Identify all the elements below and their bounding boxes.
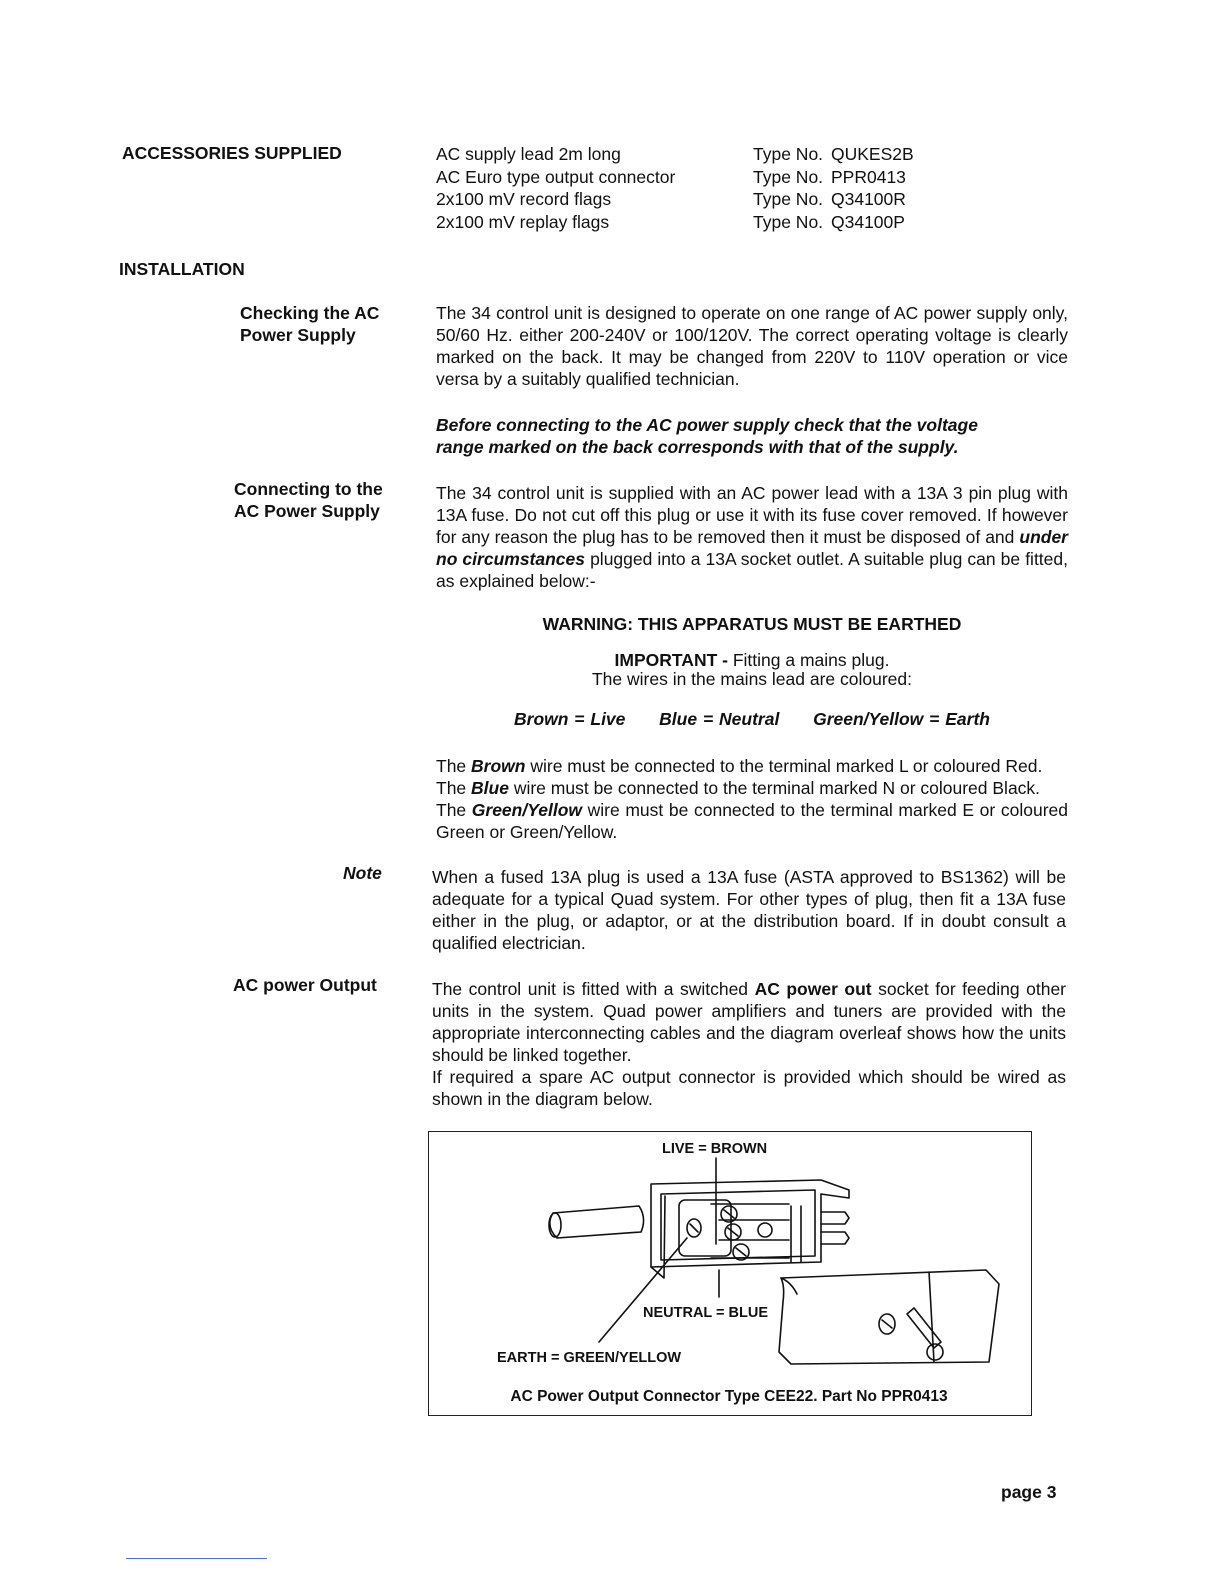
note-label: Note bbox=[343, 863, 382, 883]
wire-colour-key bbox=[436, 709, 1068, 730]
accessory-desc: AC Euro type output connector bbox=[436, 166, 676, 187]
ac-output-text-part1: The control unit is fitted with a switched bbox=[432, 979, 755, 999]
connecting-text-emphasis: under no circumstances bbox=[436, 527, 1068, 569]
wire-line-green bbox=[436, 799, 1068, 843]
ac-output-text-part2: socket for feeding other units in the system. Quad power amplifiers and tuners are provided with the appropriate interconnecting cables and the diagram overleaf shows how the units should be linked together. bbox=[432, 979, 1066, 1065]
type-number: Q34100R bbox=[831, 189, 906, 209]
accessory-desc: 2x100 mV replay flags bbox=[436, 211, 610, 232]
accessory-desc: 2x100 mV record flags bbox=[436, 189, 612, 209]
live-label: LIVE = BROWN bbox=[662, 1141, 768, 1157]
type-number: PPR0413 bbox=[831, 166, 906, 187]
accessories-table bbox=[436, 143, 914, 233]
connecting-text-part2: plugged into a 13A socket outlet. A suitable plug can be fitted, as explained below:- bbox=[436, 549, 1068, 591]
important-line bbox=[436, 651, 1068, 670]
wire-line-emphasis: Blue bbox=[471, 778, 509, 798]
connecting-text bbox=[436, 482, 1068, 592]
wire-line-emphasis: Green/Yellow bbox=[471, 800, 583, 820]
figure-caption: AC Power Output Connector Type CEE22. Part No PPR0413 bbox=[510, 1388, 948, 1405]
ac-output-paragraph bbox=[432, 978, 1066, 1066]
connector-figure bbox=[428, 1131, 1032, 1416]
connecting-label bbox=[234, 478, 383, 522]
accessory-desc: AC supply lead 2m long bbox=[436, 144, 621, 164]
earth-label: EARTH = GREEN/YELLOW bbox=[497, 1350, 682, 1366]
wire-line-pre: The bbox=[436, 756, 472, 776]
blue-key: Blue = Neutral bbox=[659, 709, 780, 729]
wire-line-blue bbox=[436, 777, 1068, 799]
important-text: Fitting a mains plug. bbox=[727, 650, 890, 670]
important-label: IMPORTANT - bbox=[614, 650, 728, 670]
connecting-text-part1: The 34 control unit is supplied with an AC power lead with a 13A 3 pin plug with 13A fuse. Do not cut off this plug or use it with its fuse cover removed. If however for any reason the plug has to be removed then it must be disposed of and bbox=[436, 483, 1068, 547]
type-label: Type No. bbox=[753, 166, 824, 187]
ac-output-label: AC power Output bbox=[233, 975, 377, 995]
brown-key: Brown = Live bbox=[514, 709, 626, 729]
table-row bbox=[436, 188, 914, 211]
connector-diagram bbox=[429, 1132, 1030, 1414]
wire-line-pre: The bbox=[436, 800, 472, 820]
type-label: Type No. bbox=[753, 211, 824, 232]
accessories-heading: ACCESSORIES SUPPLIED bbox=[122, 143, 342, 163]
neutral-label: NEUTRAL = BLUE bbox=[643, 1305, 769, 1321]
type-number: QUKES2B bbox=[831, 144, 914, 164]
wire-line-emphasis: Brown bbox=[471, 756, 526, 776]
wire-line-pre: The bbox=[436, 778, 472, 798]
green-yellow-key: Green/Yellow = Earth bbox=[813, 709, 990, 729]
table-row bbox=[436, 166, 914, 189]
wire-line-post: wire must be connected to the terminal marked L or coloured Red. bbox=[525, 756, 1043, 776]
wire-line-brown bbox=[436, 755, 1068, 777]
checking-label-line1: Checking the AC bbox=[240, 303, 380, 323]
ac-output-paragraph-2: If required a spare AC output connector is provided which should be wired as shown in the diagram below. bbox=[432, 1067, 1066, 1109]
checking-text: The 34 control unit is designed to operate on one range of AC power supply only, 50/60 Hz. either 200-240V or 100/120V. The correct operating voltage is clearly marked on the back. It may be changed from 220V to 110V operation or vice versa by a suitably qualified technician. bbox=[436, 303, 1068, 389]
wires-line: The wires in the mains lead are coloured: bbox=[591, 669, 913, 689]
checking-label-line2: Power Supply bbox=[240, 325, 356, 345]
connecting-label-line1: Connecting to the bbox=[234, 479, 383, 499]
type-label: Type No. bbox=[753, 189, 824, 209]
page-number: page 3 bbox=[1001, 1482, 1057, 1502]
wire-line-post: wire must be connected to the terminal marked E or coloured Green or Green/Yellow. bbox=[436, 800, 1068, 842]
wire-instructions bbox=[436, 755, 1068, 843]
important-block bbox=[436, 651, 1068, 689]
installation-heading: INSTALLATION bbox=[119, 259, 245, 279]
checking-label bbox=[240, 302, 379, 346]
table-row bbox=[436, 211, 914, 234]
ac-output-text bbox=[432, 978, 1066, 1110]
connecting-label-line2: AC Power Supply bbox=[234, 501, 380, 521]
bottom-rule bbox=[126, 1558, 267, 1559]
caution-text: Before connecting to the AC power supply check that the voltage range marked on the back corresponds with that of the supply. bbox=[436, 415, 978, 457]
table-row bbox=[436, 143, 914, 166]
note-text: When a fused 13A plug is used a 13A fuse (ASTA approved to BS1362) will be adequate for a typical Quad system. For other types of plug, then fit a 13A fuse either in the plug, or adaptor, or at the distribution board. If in doubt consult a qualified electrician. bbox=[432, 867, 1066, 953]
ac-output-emphasis: AC power out bbox=[754, 979, 872, 999]
type-label: Type No. bbox=[753, 144, 824, 164]
warning-text: WARNING: THIS APPARATUS MUST BE EARTHED bbox=[542, 614, 962, 634]
type-number: Q34100P bbox=[831, 211, 905, 232]
wire-line-post: wire must be connected to the terminal marked N or coloured Black. bbox=[508, 778, 1041, 798]
